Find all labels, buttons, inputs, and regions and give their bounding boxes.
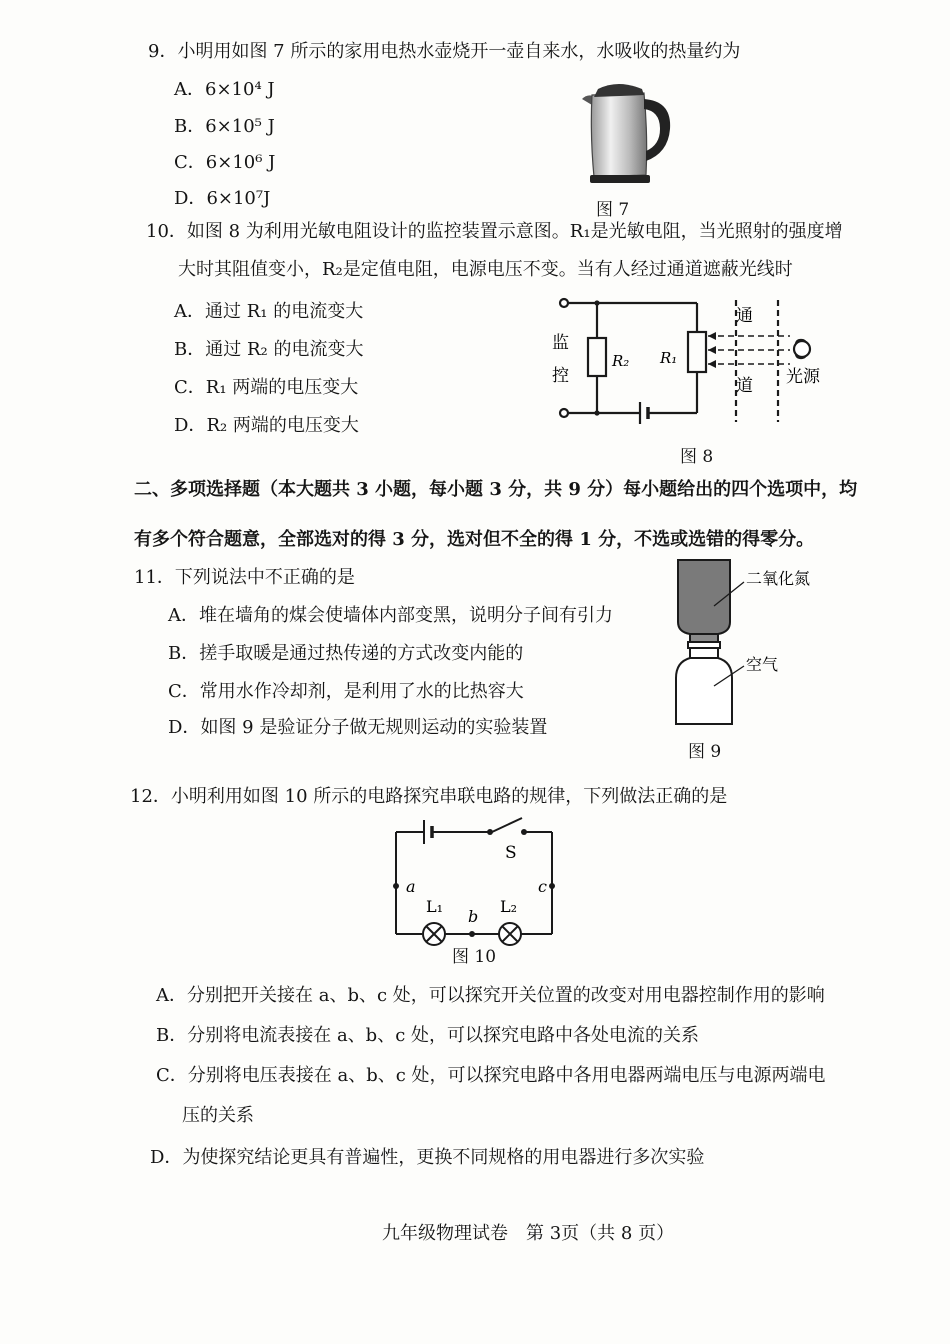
gas-diffusion-figure (668, 556, 848, 736)
figure-8-caption: 图 8 (680, 447, 714, 467)
switch-label: S (505, 843, 517, 863)
electric-kettle-figure (578, 75, 678, 185)
q10-option-d: D．R₂ 两端的电压变大 (174, 415, 359, 436)
q11-option-b: B．搓手取暖是通过热传递的方式改变内能的 (168, 643, 524, 664)
page-footer: 九年级物理试卷 第 3页（共 8 页） (382, 1223, 675, 1244)
q11-option-c: C．常用水作冷却剂，是利用了水的比热容大 (168, 681, 524, 702)
q12-option-a: A．分别把开关接在 a、b、c 处，可以探究开关位置的改变对用电器控制作用的影响 (156, 985, 825, 1006)
light-source-label: 光源 (786, 367, 820, 387)
series-circuit-figure (388, 816, 568, 940)
q9-option-d: D．6×10⁷J (174, 188, 271, 209)
photoresistor-circuit-figure (540, 290, 840, 430)
q12-option-d: D．为使探究结论更具有普遍性，更换不同规格的用电器进行多次实验 (150, 1147, 705, 1168)
q10-option-c: C．R₁ 两端的电压变大 (174, 377, 359, 398)
q12-stem: 12．小明利用如图 10 所示的电路探究串联电路的规律，下列做法正确的是 (130, 786, 728, 807)
section-2-heading-line1: 二、多项选择题（本大题共 3 小题，每小题 3 分，共 9 分）每小题给出的四个选项中，均 (134, 479, 858, 500)
q10-stem-line2: 大时其阻值变小，R₂是定值电阻，电源电压不变。当有人经过通道遮蔽光线时 (178, 259, 793, 280)
q12-option-c-continued: 压的关系 (182, 1105, 254, 1126)
point-a-label: a (406, 877, 416, 896)
q11-option-a: A．堆在墙角的煤会使墙体内部变黑，说明分子间有引力 (168, 605, 613, 626)
q11-option-d: D．如图 9 是验证分子做无规则运动的实验装置 (168, 717, 548, 738)
point-c-label: c (538, 877, 547, 896)
figure-7-caption: 图 7 (596, 200, 630, 220)
section-2-heading-line2: 有多个符合题意，全部选对的得 3 分，选对但不全的得 1 分，不选或选错的得零分。 (134, 529, 815, 550)
q9-option-c: C．6×10⁶ J (174, 152, 276, 173)
q9-option-b: B．6×10⁵ J (174, 116, 275, 137)
monitor-label-top: 监 (552, 333, 569, 353)
q10-stem-line1: 10．如图 8 为利用光敏电阻设计的监控装置示意图。R₁是光敏电阻，当光照射的强度增 (146, 221, 843, 242)
air-label: 空气 (746, 655, 779, 674)
q9-option-a: A．6×10⁴ J (174, 79, 275, 100)
figure-10-caption: 图 10 (452, 947, 497, 967)
q11-stem: 11．下列说法中不正确的是 (134, 567, 355, 588)
lamp-2-label: L₂ (500, 897, 518, 916)
figure-9-caption: 图 9 (688, 742, 722, 762)
q12-option-c: C．分别将电压表接在 a、b、c 处，可以探究电路中各用电器两端电压与电源两端电 (156, 1065, 826, 1086)
q9-stem: 9．小明用如图 7 所示的家用电热水壶烧开一壶自来水，水吸收的热量约为 (148, 41, 741, 62)
channel-label-bottom: 道 (736, 376, 753, 396)
point-b-label: b (468, 907, 479, 926)
r2-label: R₂ (612, 352, 630, 370)
q10-option-b: B．通过 R₂ 的电流变大 (174, 339, 364, 360)
channel-label-top: 通 (736, 306, 753, 326)
nitrogen-dioxide-label: 二氧化氮 (746, 569, 811, 588)
lamp-1-label: L₁ (426, 897, 444, 916)
r1-label: R₁ (660, 349, 678, 367)
monitor-label-bottom: 控 (552, 366, 569, 386)
q10-option-a: A．通过 R₁ 的电流变大 (174, 301, 364, 322)
q12-option-b: B．分别将电流表接在 a、b、c 处，可以探究电路中各处电流的关系 (156, 1025, 700, 1046)
